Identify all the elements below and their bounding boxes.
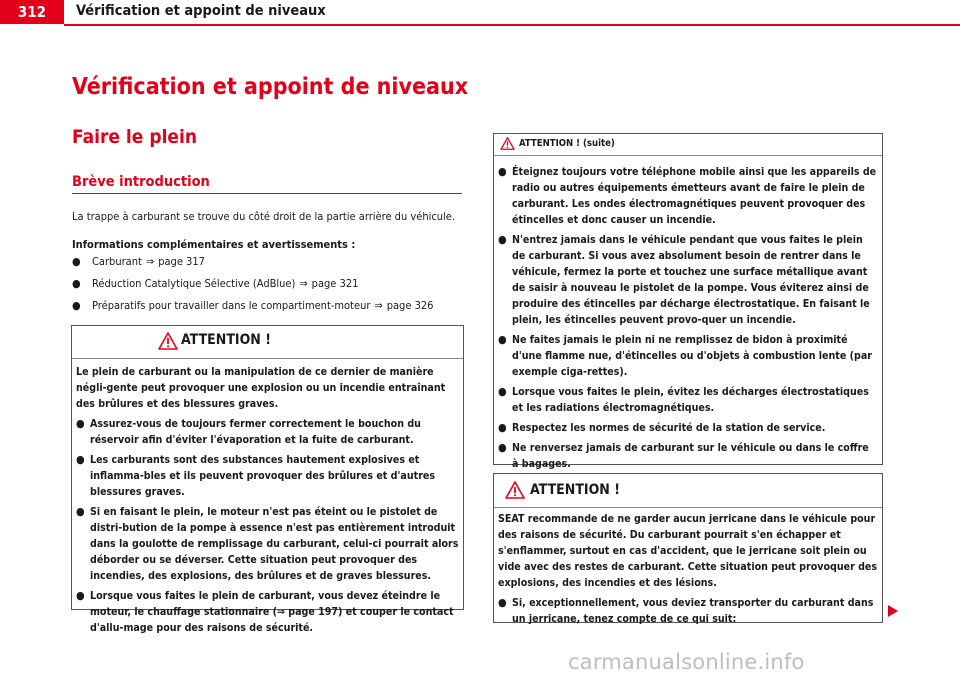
- bullet-icon: ●: [72, 299, 81, 312]
- warning-title: ATTENTION !: [181, 332, 271, 348]
- warning-triangle-icon: [500, 137, 515, 150]
- bullet-icon: ●: [498, 333, 507, 346]
- list-item-text: Préparatifs pour travailler dans le compartiment-moteur: [92, 299, 371, 312]
- bullet-icon: ●: [498, 385, 507, 398]
- list-item-text: Respectez les normes de sécurité de la station de service.: [512, 422, 826, 434]
- list-item: [72, 277, 467, 299]
- warning-header: [494, 474, 882, 508]
- warning-box-fuel: [71, 325, 464, 634]
- warning-intro: SEAT recommande de ne garder aucun jerricane dans le véhicule pour des raisons de sécurité. Du carburant pourrait s'en échapper et s'enflammer, surtout en cas d'accident, que le jerricane soit plein ou vide avec des restes de carburant. Cette situation peut provoquer des explosions, des incendies et des lésions.: [498, 513, 878, 589]
- page-reference-link[interactable]: page 326: [386, 299, 434, 312]
- list-item-text: [90, 588, 459, 636]
- list-item-text: N'entrez jamais dans le véhicule pendant que vous faites le plein de carburant. Si vous avez absolument besoin de rentrer dans le véhicule, fermez la porte et touchez une surface métallique avant de saisir à nouveau le pistolet de la pompe. Vous éviterez ainsi de produire des étincelles par décharge électrostatique. En faisant le plein, les étincelles peuvent provo-quer un incendie.: [512, 234, 870, 326]
- list-item-text: Les carburants sont des substances hautement explosives et inflamma-bles et ils peuvent provoquer des brûlures et d'autres blessures graves.: [90, 454, 436, 498]
- list-item-text: Carburant: [92, 255, 142, 268]
- list-item: [72, 255, 467, 277]
- page-reference-link[interactable]: page 317: [158, 255, 205, 268]
- list-item-text: Ne renversez jamais de carburant sur le véhicule ou dans le coffre à bagages.: [512, 442, 869, 470]
- warning-body: [72, 359, 463, 636]
- info-title: Informations complémentaires et avertissements :: [72, 238, 356, 251]
- warning-header: [494, 134, 882, 156]
- list-item: [498, 232, 878, 328]
- bullet-icon: ●: [76, 589, 85, 602]
- list-item: [76, 416, 459, 448]
- info-list: [72, 255, 467, 321]
- bullet-icon: ●: [498, 165, 507, 178]
- warning-box-continued: [493, 133, 883, 470]
- arrow-right-icon: ⇒: [145, 255, 155, 268]
- list-item: [498, 164, 878, 228]
- list-item: [498, 384, 878, 416]
- list-item: [498, 332, 878, 380]
- warning-title: ATTENTION ! (suite): [519, 138, 615, 149]
- bullet-icon: ●: [498, 596, 507, 609]
- warning-intro: Le plein de carburant ou la manipulation de ce dernier de manière négli-gente peut provoquer une explosion ou un incendie entraînant des brûlures et des blessures graves.: [76, 366, 446, 410]
- list-item-text: Réduction Catalytique Sélective (AdBlue): [92, 277, 296, 290]
- list-item-text: Ne faites jamais le plein ni ne remplissez de bidon à proximité d'une flamme nue, d'étincelles ou d'objets à combustion lente (par exemple ciga-rettes).: [512, 334, 872, 378]
- arrow-right-icon: ⇒: [374, 299, 383, 312]
- list-item-text-part: Lorsque vous faites le plein de carburant, vous devez éteindre le moteur, le chauffage stationnaire (: [90, 590, 441, 618]
- arrow-right-icon: ⇒: [276, 606, 289, 618]
- list-item: [76, 452, 459, 500]
- intro-paragraph: La trappe à carburant se trouve du côté droit de la partie arrière du véhicule.: [72, 210, 456, 223]
- list-item: [72, 299, 467, 321]
- running-title: Vérification et appoint de niveaux: [76, 3, 326, 19]
- arrow-right-icon: ⇒: [299, 277, 308, 290]
- list-item-text: Assurez-vous de toujours fermer correctement le bouchon du réservoir afin d'éviter l'évaporation et la fuite de carburant.: [90, 418, 421, 446]
- continue-arrow-icon: [887, 604, 899, 618]
- warning-header: [72, 326, 463, 359]
- bullet-icon: ●: [76, 417, 85, 430]
- list-item: [498, 420, 878, 436]
- warning-title: ATTENTION !: [530, 482, 620, 498]
- watermark: carmanualsonline.info: [568, 650, 805, 674]
- warning-box-jerrican: [493, 473, 883, 623]
- bullet-icon: ●: [72, 277, 81, 290]
- header-rule: [64, 24, 960, 26]
- warning-triangle-icon: [505, 481, 525, 499]
- bullet-icon: ●: [76, 505, 85, 518]
- warning-body: [494, 156, 882, 472]
- bullet-icon: ●: [498, 441, 507, 454]
- page-reference-link[interactable]: page 197: [288, 606, 339, 618]
- bullet-icon: ●: [498, 421, 507, 434]
- list-item: [498, 595, 878, 627]
- page-title: Vérification et appoint de niveaux: [72, 74, 469, 100]
- list-item-text: Si, exceptionnellement, vous deviez transporter du carburant dans un jerricane, tenez compte de ce qui suit:: [512, 597, 874, 625]
- subsection-rule: [72, 193, 462, 194]
- list-item: [76, 504, 459, 584]
- page-number: 312: [0, 0, 64, 24]
- warning-body: [494, 508, 882, 627]
- bullet-icon: ●: [76, 453, 85, 466]
- list-item-text: Lorsque vous faites le plein, évitez les décharges électrostatiques et les radiations électromagnétiques.: [512, 386, 869, 414]
- list-item-text-part: ) et couper le contact d'allu-mage pour des raisons de sécurité.: [90, 606, 454, 634]
- list-item: [498, 440, 878, 472]
- list-item-text: Si en faisant le plein, le moteur n'est pas éteint ou le pistolet de distri-bution de la pompe à essence n'est pas entièrement introduit dans la goulotte de remplissage du carburant, celui-ci pourrait alors déborder ou se déverser. Cette situation peut provoquer des incendies, des explosions, des brûlures et de graves blessures.: [90, 506, 459, 582]
- bullet-icon: ●: [498, 233, 507, 246]
- warning-triangle-icon: [158, 332, 178, 350]
- page-reference-link[interactable]: page 321: [311, 277, 359, 290]
- list-item-text: Éteignez toujours votre téléphone mobile ainsi que les appareils de radio ou autres équipements émetteurs avant de faire le plein de carburant. Les ondes électromagnétiques peuvent provoquer des étincelles et donc causer un incendie.: [512, 166, 877, 226]
- list-item: [76, 588, 459, 636]
- bullet-icon: ●: [72, 255, 81, 268]
- subsection-title: Brève introduction: [72, 174, 210, 190]
- section-title: Faire le plein: [72, 126, 198, 148]
